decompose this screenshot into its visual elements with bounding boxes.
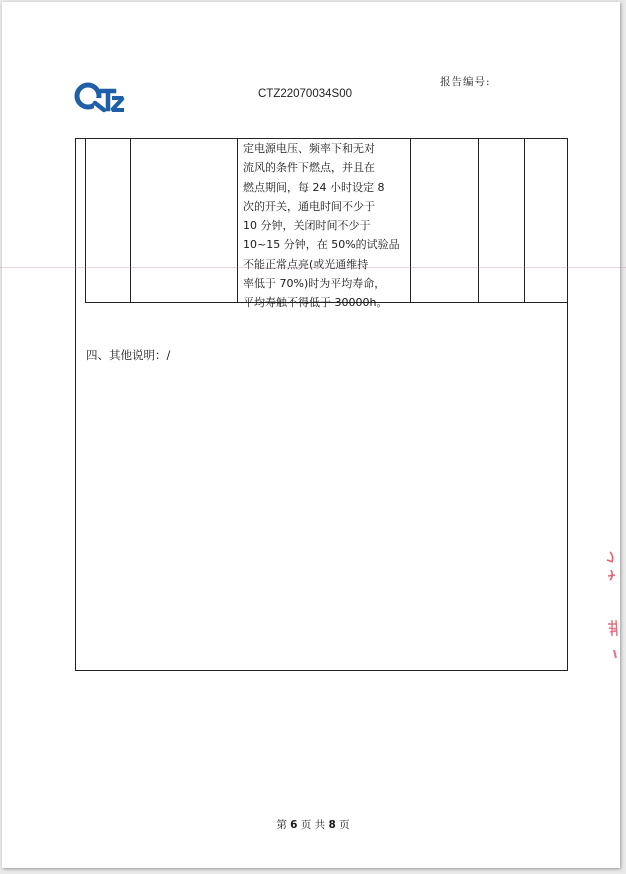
requirement-line: 流风的条件下燃点，并且在 (243, 161, 375, 175)
report-number: CTZ22070034S00 (258, 88, 352, 100)
requirement-line: 10~15 分钟，在 50%的试验品 (243, 238, 400, 252)
table-column-divider (237, 138, 238, 302)
report-number-label: 报告编号: (440, 76, 491, 88)
total-page-count: 8 (328, 819, 336, 831)
requirement-line: 不能正常点亮(或光通维持 (243, 257, 369, 271)
requirement-line: 10 分钟，关闭时间不少于 (243, 219, 371, 233)
requirement-line: 燃点期间，每 24 小时设定 8 (243, 180, 385, 194)
page-footer (0, 817, 626, 832)
requirement-line: 次的开关，通电时间不少于 (243, 199, 375, 213)
requirement-line: 平均寿触不得低于 30000h。 (243, 296, 388, 310)
table-column-divider (524, 138, 525, 302)
table-column-divider (85, 138, 86, 302)
requirement-line: 率低于 70%)时为平均寿命， (243, 277, 386, 291)
red-seal-fragment (596, 540, 620, 670)
test-requirement-cell (243, 139, 411, 313)
other-notes-heading: 四、其他说明：/ (86, 348, 171, 362)
footer-prefix: 第 (276, 819, 287, 831)
table-column-divider (478, 138, 479, 302)
company-logo (74, 78, 126, 114)
footer-mid: 页 共 (300, 819, 326, 831)
requirement-line: 定电源电压、频率下和无对 (243, 142, 375, 155)
table-column-divider (130, 138, 131, 302)
current-page-number: 6 (290, 819, 298, 831)
footer-suffix: 页 (339, 819, 350, 831)
scan-crease-line (0, 267, 626, 268)
